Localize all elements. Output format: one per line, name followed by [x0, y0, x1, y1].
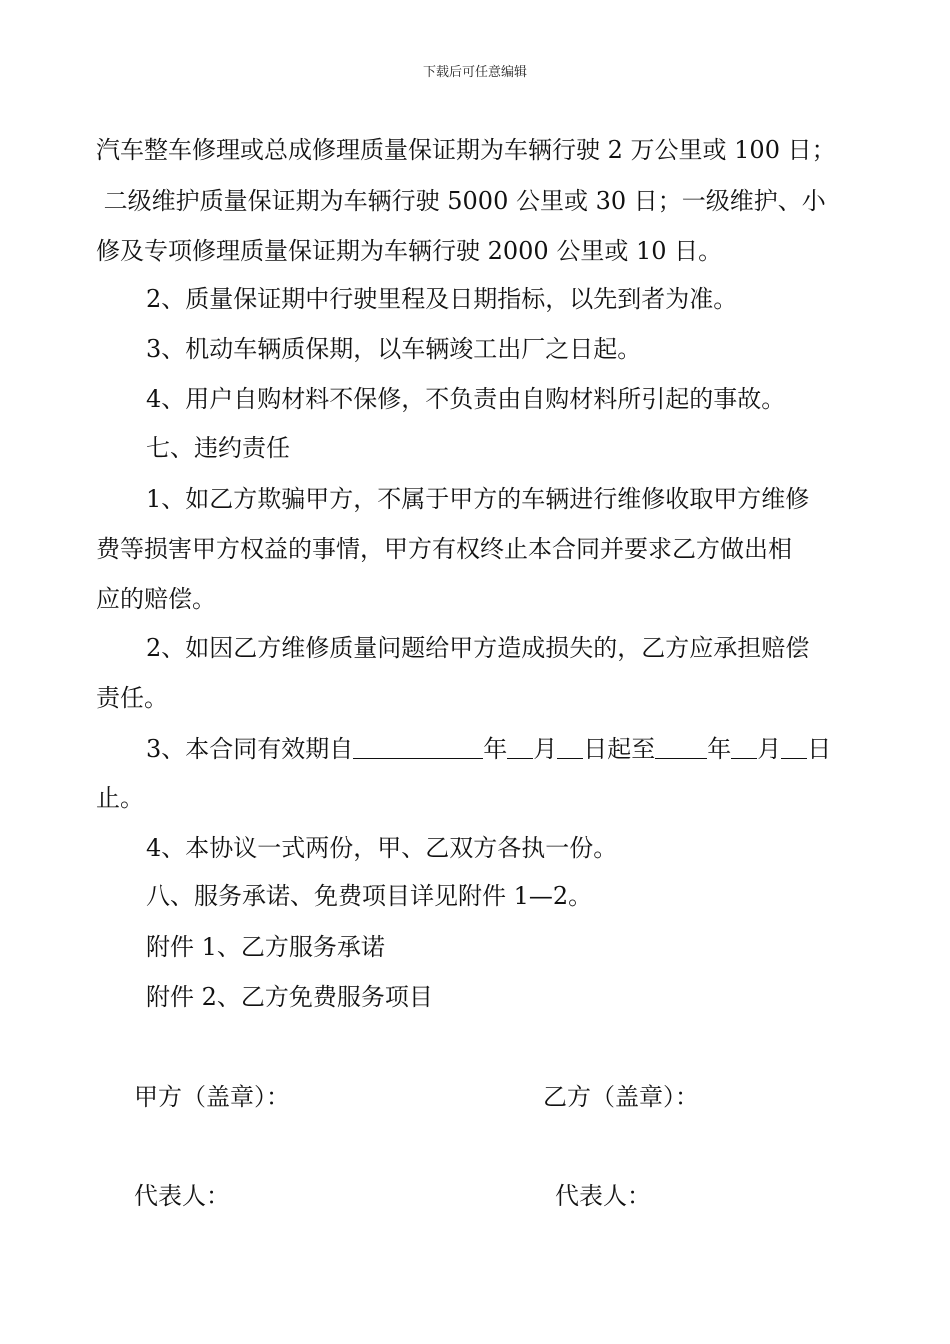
warranty-line-2: 二级维护质量保证期为车辆行驶 5000 公里或 30 日；一级维护、小: [96, 187, 826, 215]
copies-clause: 4、本协议一式两份，甲、乙双方各执一份。: [146, 834, 618, 862]
breach-clause-2-line-2: 责任。: [96, 684, 168, 712]
section-heading-breach: 七、违约责任: [146, 434, 290, 462]
start-day-blank[interactable]: [557, 732, 583, 759]
term-month-1: 月: [533, 735, 558, 763]
warranty-line-1: 汽车整车修理或总成修理质量保证期为车辆行驶 2 万公里或 100 日；: [96, 136, 836, 164]
party-a-representative-label: 代表人：: [134, 1182, 230, 1210]
breach-clause-1-line-3: 应的赔偿。: [96, 585, 216, 613]
term-year-1: 年: [483, 735, 508, 763]
term-day-2: 日: [807, 735, 832, 763]
term-year-2: 年: [707, 735, 732, 763]
term-month-2: 月: [757, 735, 782, 763]
breach-clause-2-line-1: 2、如因乙方维修质量问题给甲方造成损失的，乙方应承担赔偿: [146, 634, 810, 662]
party-b-seal-label: 乙方（盖章）：: [543, 1083, 699, 1111]
section-heading-service: 八、服务承诺、免费项目详见附件 1—2。: [146, 882, 593, 910]
breach-clause-1-line-1: 1、如乙方欺骗甲方，不属于甲方的车辆进行维修收取甲方维修: [146, 485, 810, 513]
warranty-clause-2: 2、质量保证期中行驶里程及日期指标，以先到者为准。: [146, 285, 738, 313]
end-year-blank[interactable]: [655, 732, 707, 759]
term-day-1: 日起至: [583, 735, 656, 763]
validity-term-line: [146, 732, 926, 765]
validity-term-tail: 止。: [96, 784, 144, 812]
attachment-2: 附件 2、乙方免费服务项目: [146, 983, 433, 1011]
page-header: 下载后可任意编辑: [422, 65, 527, 80]
warranty-clause-4: 4、用户自购材料不保修，不负责由自购材料所引起的事故。: [146, 385, 786, 413]
start-year-blank[interactable]: [353, 732, 483, 759]
end-month-blank[interactable]: [731, 732, 757, 759]
breach-clause-1-line-2: 费等损害甲方权益的事情，甲方有权终止本合同并要求乙方做出相: [96, 535, 792, 563]
end-day-blank[interactable]: [781, 732, 807, 759]
party-b-representative-label: 代表人：: [555, 1182, 651, 1210]
start-month-blank[interactable]: [507, 732, 533, 759]
party-a-seal-label: 甲方（盖章）：: [134, 1083, 290, 1111]
warranty-clause-3: 3、机动车辆质保期，以车辆竣工出厂之日起。: [146, 335, 642, 363]
attachment-1: 附件 1、乙方服务承诺: [146, 933, 385, 961]
warranty-line-3: 修及专项修理质量保证期为车辆行驶 2000 公里或 10 日。: [96, 237, 723, 265]
term-prefix: 3、本合同有效期自: [146, 735, 354, 763]
